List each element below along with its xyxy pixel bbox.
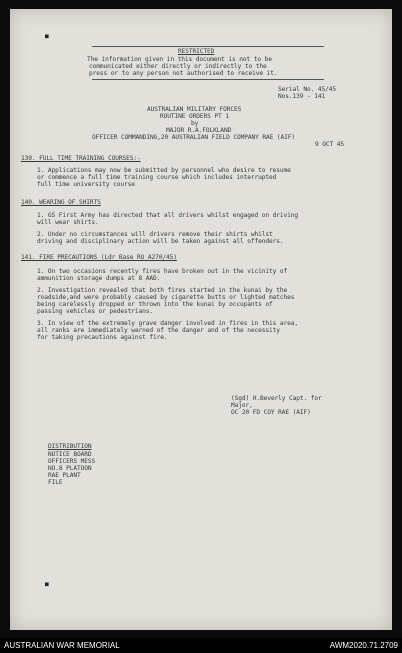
serial-number: Serial No. 45/45: [278, 86, 337, 93]
footer-institution: AUSTRALIAN WAR MEMORIAL: [4, 641, 120, 650]
item-141-text: for taking precautions against fire.: [37, 334, 168, 341]
header-line: MAJOR R.A.FOLKLAND: [166, 127, 232, 134]
item-141-title: 141. FIRE PRECAUTIONS (Ldr Base RO A270/45): [21, 254, 177, 261]
archive-footer: [0, 638, 402, 653]
item-141-text: all ranks are immediately warned of the danger and of the necessity: [37, 327, 280, 334]
distribution-title: DISTRIBUTION: [48, 443, 92, 450]
item-139-title: 139. FULL TIME TRAINING COURSES:-: [21, 155, 141, 162]
item-140-text: will wear shirts.: [37, 219, 99, 226]
punch-mark: ■: [45, 581, 49, 588]
order-date: 9 OCT 45: [315, 141, 345, 148]
header-line: AUSTRALIAN MILITARY FORCES: [147, 106, 242, 113]
notice-line: The information given in this document is not to be: [87, 56, 272, 63]
document-page: [10, 9, 392, 630]
bottom-rule: [92, 79, 324, 80]
item-139-text: 1. Applications may now be submitted by personnel who desire to resume: [37, 167, 291, 174]
distribution-item: NOTICE BOARD: [48, 451, 92, 458]
order-numbers: Nos.139 - 141: [278, 93, 326, 100]
item-140-text: 2. Under no circumstances will drivers remove their shirts whilst: [37, 231, 273, 238]
signature-line: Major,: [231, 402, 253, 409]
item-139-text: full time university course: [37, 181, 135, 188]
item-140-text: driving and disciplinary action will be taken against all offenders.: [37, 238, 284, 245]
item-140-text: 1. GS First Army has directed that all drivers whilst engaged on driving: [37, 212, 299, 219]
header-line: by: [191, 120, 199, 127]
notice-line: press or to any person not authorised to receive it.: [89, 70, 278, 77]
distribution-item: RAE PLANT: [48, 472, 81, 479]
item-141-text: passing vehicles or pedestrians.: [37, 308, 154, 315]
item-141-text: 3. In view of the extremely grave danger involved in fires in this area,: [37, 320, 299, 327]
item-141-text: being carelessly dropped or thrown into the kunai by occupants of: [37, 301, 273, 308]
header-line: ROUTINE ORDERS PT 1: [160, 113, 229, 120]
header-line: OFFICER COMMANDING,20 AUSTRALIAN FIELD COMPANY RAE (AIF): [92, 134, 296, 141]
top-rule: [92, 46, 324, 47]
punch-mark: ■: [45, 33, 49, 40]
item-140-title: 140. WEARING OF SHIRTS: [21, 199, 101, 206]
notice-line: communicated either directly or indirectly to the: [89, 63, 267, 70]
item-139-text: or commence a full time training course which includes interrupted: [37, 174, 277, 181]
footer-accession-number: AWM2020.71.2709: [329, 641, 398, 650]
signature-line: (Sgd) H.Beverly Capt. for: [231, 395, 322, 402]
distribution-item: OFFICERS MESS: [48, 458, 96, 465]
item-141-text: roadside,and were probably caused by cigarette butts or lighted matches: [37, 294, 295, 301]
distribution-item: NO.8 PLATOON: [48, 465, 92, 472]
signature-line: OC 20 FD COY RAE (AIF): [231, 409, 311, 416]
distribution-item: FILE: [48, 479, 63, 486]
item-141-text: 1. On two occasions recently fires have broken out in the vicinity of: [37, 268, 288, 275]
restricted-heading: RESTRICTED: [178, 48, 215, 55]
item-141-text: 2. Investigation revealed that both fires started in the kunai by the: [37, 287, 288, 294]
item-141-text: ammunition storage dumps at 8 AAD.: [37, 275, 161, 282]
